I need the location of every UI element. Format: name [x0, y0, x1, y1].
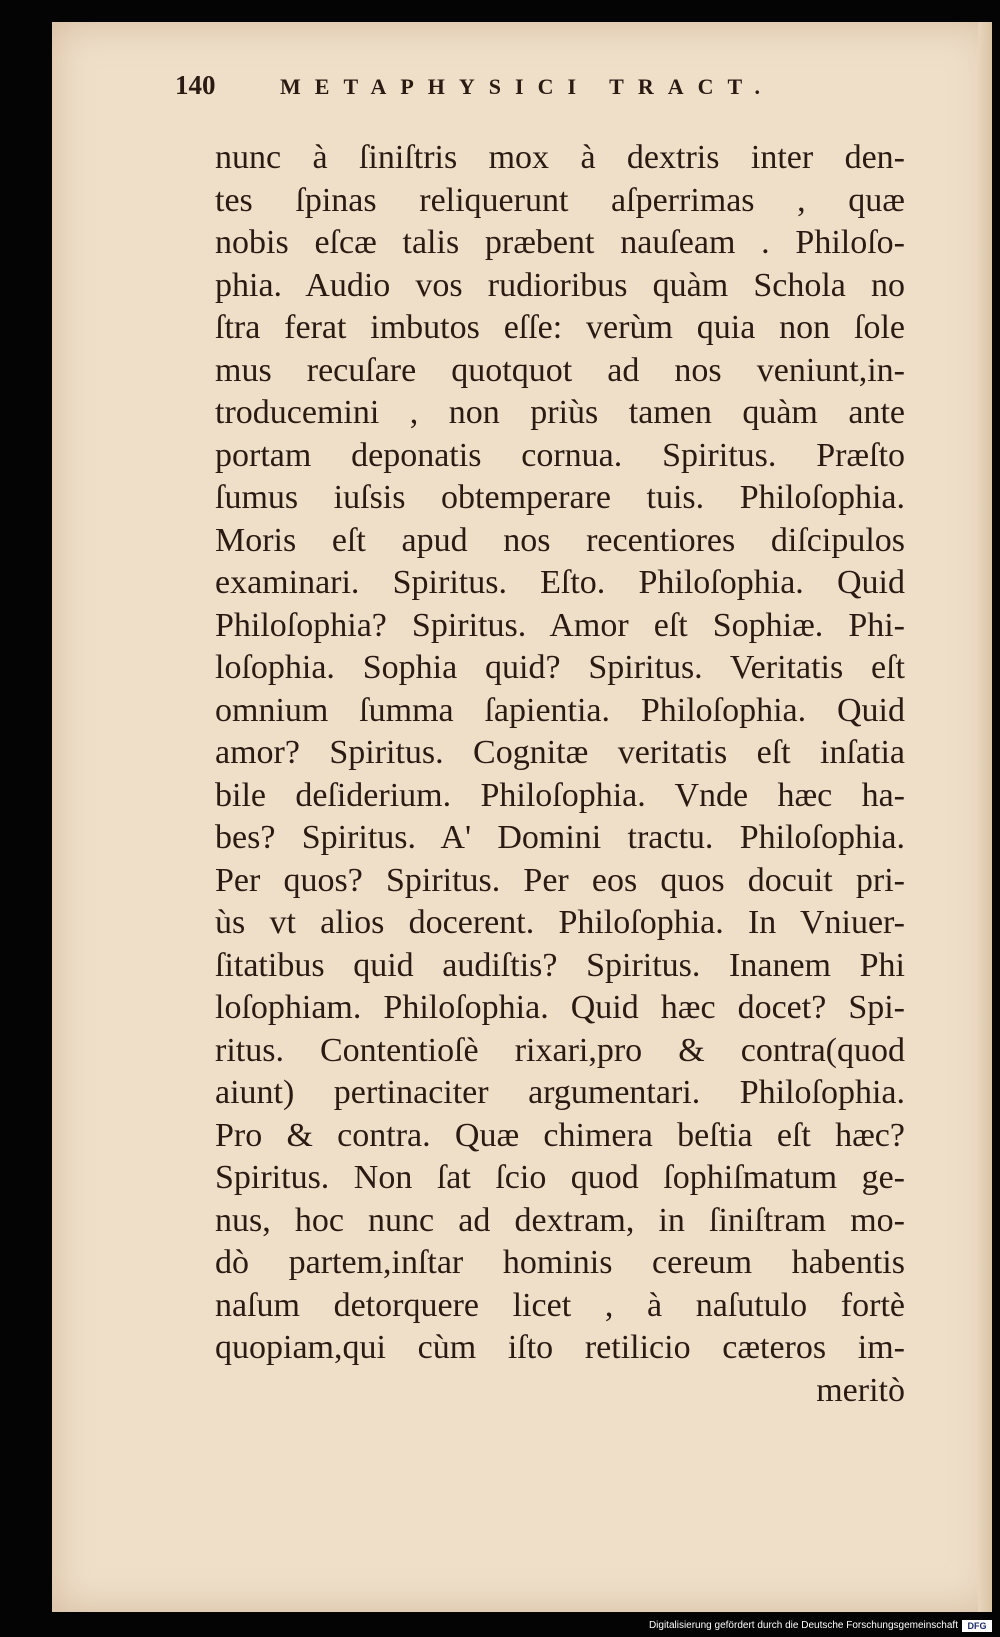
text-line: nus, hoc nunc ad dextram, in ſiniſtram mo- — [215, 1201, 905, 1239]
text-line: ritus. Contentioſè rixari,pro & contra(quod — [215, 1031, 905, 1069]
text-line: nunc à ſiniſtris mox à dextris inter den- — [215, 139, 905, 176]
text-line: Per quos? Spiritus. Per eos quos docuit pri- — [215, 861, 905, 899]
text-line: dò partem,inſtar hominis cereum habentis — [215, 1244, 905, 1281]
text-line: ſtra ferat imbutos eſſe: verùm quia non ſole — [215, 309, 905, 346]
text-line: loſophia. Sophia quid? Spiritus. Veritatis eſt — [215, 649, 905, 686]
text-line: mus recuſare quotquot ad nos veniunt,in- — [215, 351, 905, 389]
text-line: omnium ſumma ſapientia. Philoſophia. Quid — [215, 691, 905, 729]
catchword: meritò — [816, 1371, 905, 1409]
text-line: bes? Spiritus. A' Domini tractu. Philoſophia. — [215, 819, 905, 856]
text-line: ſumus iuſsis obtemperare tuis. Philoſophia. — [215, 479, 905, 516]
text-line: ſitatibus quid audiſtis? Spiritus. Inanem Phi — [215, 946, 905, 984]
text-line: Moris eſt apud nos recentiores diſcipulos — [215, 521, 905, 559]
text-line: bile deſiderium. Philoſophia. Vnde hæc ha- — [215, 776, 905, 814]
text-line: Spiritus. Non ſat ſcio quod ſophiſmatum ge- — [215, 1159, 905, 1196]
body-text — [215, 137, 905, 1412]
text-line: ùs vt alios docerent. Philoſophia. In Vniuer- — [215, 904, 905, 941]
dfg-logo: DFG — [962, 1620, 992, 1632]
text-line: tes ſpinas reliquerunt aſperrimas , quæ — [215, 181, 905, 219]
text-line: quopiam,qui cùm iſto retilicio cæteros im- — [215, 1329, 905, 1366]
page-header — [175, 70, 935, 110]
funding-credit: Digitalisierung gefördert durch die Deutsche Forschungsgemeinschaft — [648, 1620, 958, 1631]
text-line: nobis eſcæ talis præbent nauſeam . Philoſo- — [215, 224, 905, 261]
text-line: aiunt) pertinaciter argumentari. Philoſophia. — [215, 1074, 905, 1111]
text-line: phia. Audio vos rudioribus quàm Schola no — [215, 266, 905, 304]
running-head: METAPHYSICI TRACT. — [280, 74, 775, 99]
page-edge — [978, 22, 992, 1612]
text-line: naſum detorquere licet , à naſutulo fortè — [215, 1286, 905, 1324]
text-line: examinari. Spiritus. Eſto. Philoſophia. Quid — [215, 564, 905, 601]
text-line: amor? Spiritus. Cognitæ veritatis eſt inſatia — [215, 734, 905, 771]
text-line: loſophiam. Philoſophia. Quid hæc docet? Spi- — [215, 989, 905, 1026]
page-number: 140 — [175, 70, 216, 100]
text-line: troducemini , non priùs tamen quàm ante — [215, 394, 905, 431]
text-line: Pro & contra. Quæ chimera beſtia eſt hæc? — [215, 1116, 905, 1154]
text-line: portam deponatis cornua. Spiritus. Præſto — [215, 436, 905, 474]
footer-bar — [0, 1612, 1000, 1637]
text-line: Philoſophia? Spiritus. Amor eſt Sophiæ. Phi- — [215, 606, 905, 644]
